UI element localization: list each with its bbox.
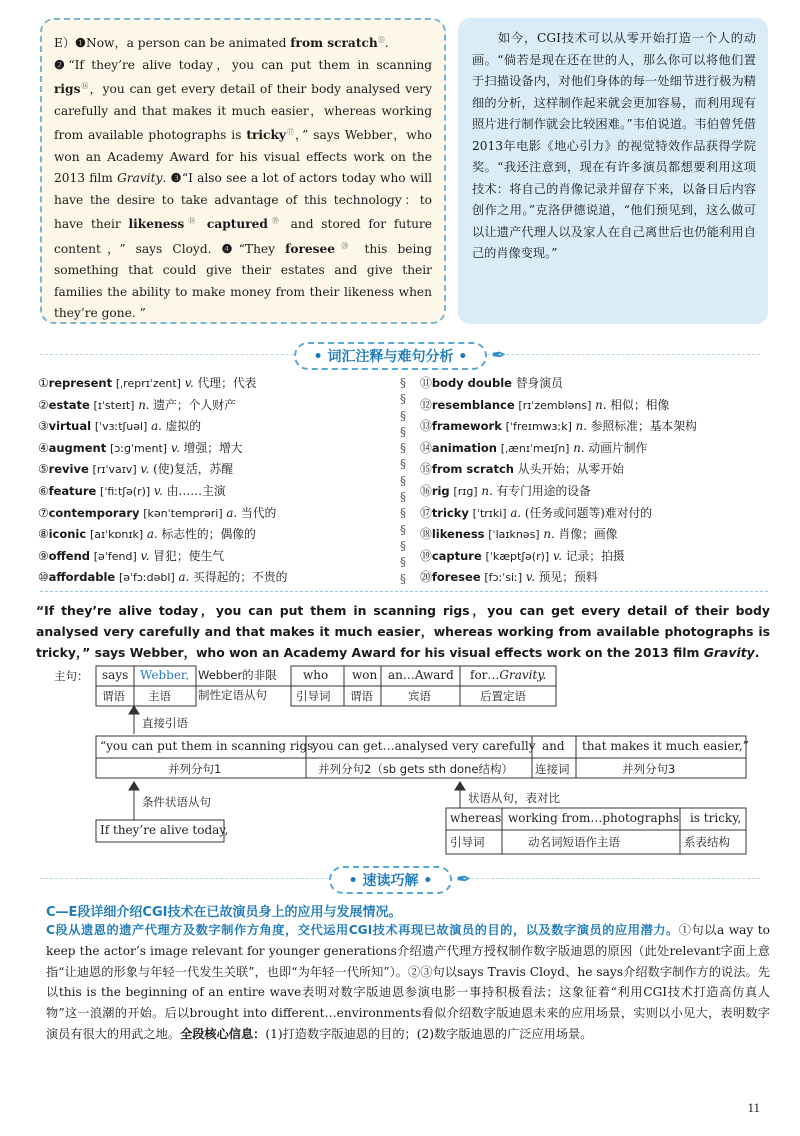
for-word: for… (470, 668, 500, 682)
adverbial-label: 状语从句，表对比 (468, 791, 560, 805)
vocab-n: ④ (38, 440, 49, 455)
vocab-cn: 相似；相像 (610, 397, 670, 412)
vocab-item (38, 567, 388, 589)
vocab-cn: 冒犯；使生气 (153, 548, 225, 563)
vocab-ph: [rɪɡ] (453, 484, 478, 498)
vocab-item (38, 395, 388, 417)
vocab-item (420, 503, 780, 525)
vocab-ph: [ˈfreɪmwɜːk] (505, 420, 572, 434)
vocab-cn: 当代的 (240, 505, 277, 520)
relative-clause-label: Webber的非限 (198, 668, 277, 682)
vocab-banner-title: • 词汇注释与难句分析 • (294, 342, 488, 370)
vocab-n: ② (38, 397, 49, 412)
clause-2: you can get…analysed very carefully (312, 739, 536, 753)
vocab-n: ⑥ (38, 483, 49, 498)
vocab-w: estate (48, 397, 90, 412)
link-verb-tag: 系表结构 (684, 835, 730, 849)
vocab-pos: a. (510, 505, 522, 520)
vocab-w: likeness (431, 527, 485, 542)
vocab-cn: 由……主演 (166, 483, 226, 498)
vocab-ph: [əˈfend] (93, 549, 137, 563)
section-divider (40, 591, 768, 592)
vocab-n: ⑫ (420, 397, 432, 412)
vocab-ph: [fɔːˈsiː] (484, 571, 523, 585)
difficult-sentence: “If they’re alive today，you can put them in scanning rigs，you can get every detail of their body analysed very carefully and that makes it much easier，whereas working from available photographs is tricky，” says Webber，who won an Academy Award for his visual effects work on the 2013 film Gravity. (36, 603, 770, 660)
postpositive-tag: 后置定语 (480, 689, 526, 703)
vocab-item (420, 524, 780, 546)
vocab-cn: 预见；预料 (538, 570, 598, 585)
vocab-list-right (420, 373, 780, 589)
vocab-w: framework (431, 419, 502, 434)
vocab-pos: n. (573, 440, 585, 455)
vocab-pos: a. (151, 419, 162, 434)
vocab-n: ① (38, 376, 49, 390)
object-tag: 宾语 (408, 689, 431, 703)
vocab-w: revive (48, 462, 89, 477)
vocab-n: ⑤ (38, 462, 49, 477)
vocab-w: virtual (48, 419, 92, 434)
vocab-w: iconic (48, 527, 87, 542)
speed-read-body: C段从遗恩的遗产代理方及数字制作方角度，交代运用CGI技术再现已故演员的目的，以及数字演员的应用潜力。①句以a way to keep the actor’s image relevant for younger generations介绍遗产代理方授权制作数字版迪恩的原因（此处relevant字面上意指“让迪恩的形象与年轻一代发生关联”，也即“为年轻一代所知”）。②③句以says Travis Cloyd、he says介绍数字制作方的说法。先以this is the beginning of an entire wave表明对数字版迪恩参演电影一事持积极看法；这象征着“利用CGI技术打造高仿真人物”这一浪潮的开始。后以brought into different…environments看似介绍数字版迪恩未来的应用场景，实则以小见大，表明数字演员有很大的用武之地。全段核心信息：(1)打造数字版迪恩的目的；(2)数字版迪恩的广泛应用场景。 (46, 923, 770, 1041)
predicate-tag-2: 谓语 (350, 689, 373, 703)
vocab-item (420, 567, 780, 589)
vocab-cn: 代理；代表 (197, 376, 257, 390)
clause-2-tag: 并列分句2（sb gets sth done结构） (318, 762, 513, 776)
vocab-ph: [kənˈtemprəri] (143, 506, 223, 520)
vocab-pos: n. (543, 527, 555, 542)
vocab-ph: [rɪˈzembləns] (518, 398, 592, 412)
speed-read-banner (0, 866, 800, 894)
vocab-item (38, 416, 388, 438)
vocab-pos: v. (525, 570, 535, 585)
vocab-n: ⑲ (420, 548, 432, 563)
clause-1: “you can put them in scanning rigs, (100, 739, 318, 753)
vocab-item (420, 373, 780, 395)
vocab-ph: [ˈvɜːtʃuəl] (94, 420, 148, 434)
condition-label: 条件状语从句 (142, 795, 211, 809)
vocab-item (420, 395, 780, 417)
vocab-cn: 标志性的；偶像的 (161, 527, 256, 542)
predicate-tag: 谓语 (102, 689, 125, 703)
quill-icon: ✒ (456, 869, 472, 890)
vocab-ph: [ɪˈsteɪt] (93, 398, 135, 412)
vocab-w: resemblance (431, 397, 515, 412)
gerund-subject-tag: 动名词短语作主语 (528, 835, 620, 849)
vocab-item (420, 481, 780, 503)
vocab-pos: a. (146, 527, 158, 542)
vocab-item (420, 416, 780, 438)
clause-3: that makes it much easier,” (582, 739, 749, 753)
page-number: 11 (747, 1100, 760, 1115)
vocab-pos: n. (481, 483, 493, 498)
vocab-cn: 从头开始；从零开始 (517, 462, 624, 477)
vocab-n: ⑨ (38, 548, 49, 563)
vocab-ph: [ˈkæptʃə(r)] (485, 549, 550, 563)
vocab-pos: v. (153, 483, 163, 498)
vocab-n: ⑬ (420, 419, 432, 434)
whereas-tag: 引导词 (450, 835, 485, 849)
vocab-w: tricky (431, 505, 469, 520)
speed-read-title: C—E段详细介绍CGI技术在已故演员身上的应用与发展情况。 (46, 905, 402, 920)
whereas-word: whereas (450, 811, 502, 825)
vocab-ph: [ˈtrɪki] (472, 506, 507, 520)
relative-clause-label2: 制性定语从句 (198, 688, 267, 702)
english-passage: E）❶Now，a person can be animated from scratch⑮. ❷“If they’re alive today，you can put them in scanning rigs⑯，you can get every detail of their body analysed very carefully and that makes it much easier，whereas working from available photographs is tricky⑰，” says Webber，who won an Academy Award for his visual effects work on the 2013 film Gravity. ❸“I also see a lot of actors today who will have the desire to take advantage of this technology：to have their likeness⑱ captured⑲ and stored for future content，” says Cloyd. ❹“They foresee⑳ this being something that could give their estates and give their families the ability to make money from their likeness when they’re gone. ” (40, 18, 446, 324)
vocab-ph: [ˈlaɪknəs] (488, 528, 540, 542)
vocab-ph: [aɪˈkɒnɪk] (89, 528, 144, 542)
vocab-n: ⑧ (38, 527, 49, 542)
vocab-w: rig (431, 483, 450, 498)
vocab-ph: [ˌreprɪˈzent] (115, 377, 181, 390)
says-word: says (102, 668, 129, 682)
vocab-cn: 肖像；画像 (558, 527, 618, 542)
vocab-pos: n. (138, 397, 150, 412)
vocab-n: ⑰ (420, 505, 432, 520)
vocab-w: body double (431, 376, 512, 390)
vocab-item (38, 524, 388, 546)
vocab-w: animation (431, 440, 497, 455)
subject-tag: 主语 (148, 689, 171, 703)
vocab-ph: [ˈfiːtʃə(r)] (100, 484, 151, 498)
webber-word: Webber, (140, 668, 190, 682)
vocab-n: ⑱ (420, 527, 432, 542)
vocab-item (420, 438, 780, 460)
won-word: won (352, 668, 378, 682)
vocab-item (38, 546, 388, 568)
working-phrase: working from…photographs (508, 811, 680, 825)
vocab-w: from scratch (431, 462, 514, 477)
vocab-n: ⑯ (420, 483, 432, 498)
vocab-w: contemporary (48, 505, 140, 520)
vocab-pos: v. (184, 376, 194, 390)
vocab-cn: 买得起的；不贵的 (193, 570, 288, 585)
vocab-w: offend (48, 548, 91, 563)
vocab-pos: v. (552, 548, 562, 563)
award-word: an…Award (388, 668, 454, 682)
vocab-pos: n. (595, 397, 607, 412)
quill-icon: ✒ (491, 345, 507, 366)
vocab-item (38, 503, 388, 525)
vocab-cn: 记录；拍摄 (565, 548, 625, 563)
vocab-pos: n. (575, 419, 587, 434)
direct-quote-label: 直接引语 (142, 716, 188, 730)
introducer-tag: 引导词 (296, 689, 331, 703)
vocab-cn: 虚拟的 (165, 419, 202, 434)
vocab-ph: [ɔːɡˈment] (109, 441, 168, 455)
vocab-banner (0, 342, 800, 370)
vocab-w: foresee (431, 570, 481, 585)
vocab-pos: v. (140, 548, 150, 563)
is-tricky: is tricky, (690, 811, 742, 825)
vocab-n: ⑦ (38, 505, 49, 520)
vocab-w: feature (48, 483, 97, 498)
vocab-pos: v. (170, 440, 180, 455)
clause-1-tag: 并列分句1 (168, 762, 222, 776)
vocab-cn: 动画片制作 (588, 440, 648, 455)
vocab-w: affordable (48, 570, 116, 585)
vocab-item (420, 546, 780, 568)
vocab-ph: [rɪˈvaɪv] (92, 463, 137, 477)
speed-read-banner-title: • 速读巧解 • (329, 866, 453, 894)
vocab-ph: [əˈfɔːdəbl] (118, 571, 175, 585)
vocab-cn: 参照标准；基本架构 (590, 419, 697, 434)
vocab-n: ⑩ (38, 570, 49, 585)
vocab-item (38, 373, 388, 395)
vocab-w: augment (48, 440, 107, 455)
vocab-cn: 增强；增大 (183, 440, 243, 455)
vocab-pos: a. (178, 570, 190, 585)
vocab-pos: a. (226, 505, 238, 520)
conjunction-tag: 连接词 (535, 762, 570, 776)
who-word: who (303, 668, 329, 682)
chain-decoration: § § § § § § § § § § § § § (400, 376, 406, 586)
vocab-item (38, 459, 388, 481)
vocab-n: ⑭ (420, 440, 432, 455)
vocab-w: capture (431, 548, 482, 563)
vocab-item (38, 481, 388, 503)
vocab-cn: 有专门用途的设备 (496, 483, 591, 498)
vocab-n: ⑪ (420, 376, 432, 390)
main-clause-label: 主句： (54, 669, 89, 683)
vocab-w: represent (48, 376, 113, 390)
vocab-n: ⑮ (420, 462, 432, 477)
clause-3-tag: 并列分句3 (622, 762, 676, 776)
vocab-n: ③ (38, 419, 49, 434)
vocab-ph: [ˌænɪˈmeɪʃn] (500, 441, 570, 455)
gravity-word: Gravity. (499, 668, 547, 682)
vocab-cn: (使)复活，苏醒 (153, 462, 234, 477)
vocab-cn: 替身演员 (515, 376, 563, 390)
and-word: and (542, 739, 565, 753)
vocab-item (38, 438, 388, 460)
vocab-list-left (38, 373, 388, 589)
vocab-n: ⑳ (420, 570, 432, 585)
vocab-cn: (任务或问题等)难对付的 (524, 505, 653, 520)
vocab-pos: v. (140, 462, 150, 477)
chinese-translation: 如今，CGI技术可以从零开始打造一个人的动画。“倘若是现在还在世的人，那么你可以将他们置于扫描设备内，对他们身体的每一处细节进行极为精细的分析，这样制作起来就会更加容易，而利用现有照片进行制作就会比较困难。”韦伯说道。韦伯曾凭借2013年电影《地心引力》的视觉特效作品获得学院奖。“我还注意到，现在有许多演员都想要利用这项技术：将自己的肖像记录并留存下来，以备日后内容创作之用。”克洛伊德说道，“他们预见到，这么做可以让遗产代理人以及家人在自己离世后也仍能利用自己的肖像变现。” (458, 18, 768, 324)
vocab-cn: 遗产；个人财产 (153, 397, 236, 412)
condition-clause: If they’re alive today, (100, 823, 229, 837)
vocab-item (420, 459, 780, 481)
